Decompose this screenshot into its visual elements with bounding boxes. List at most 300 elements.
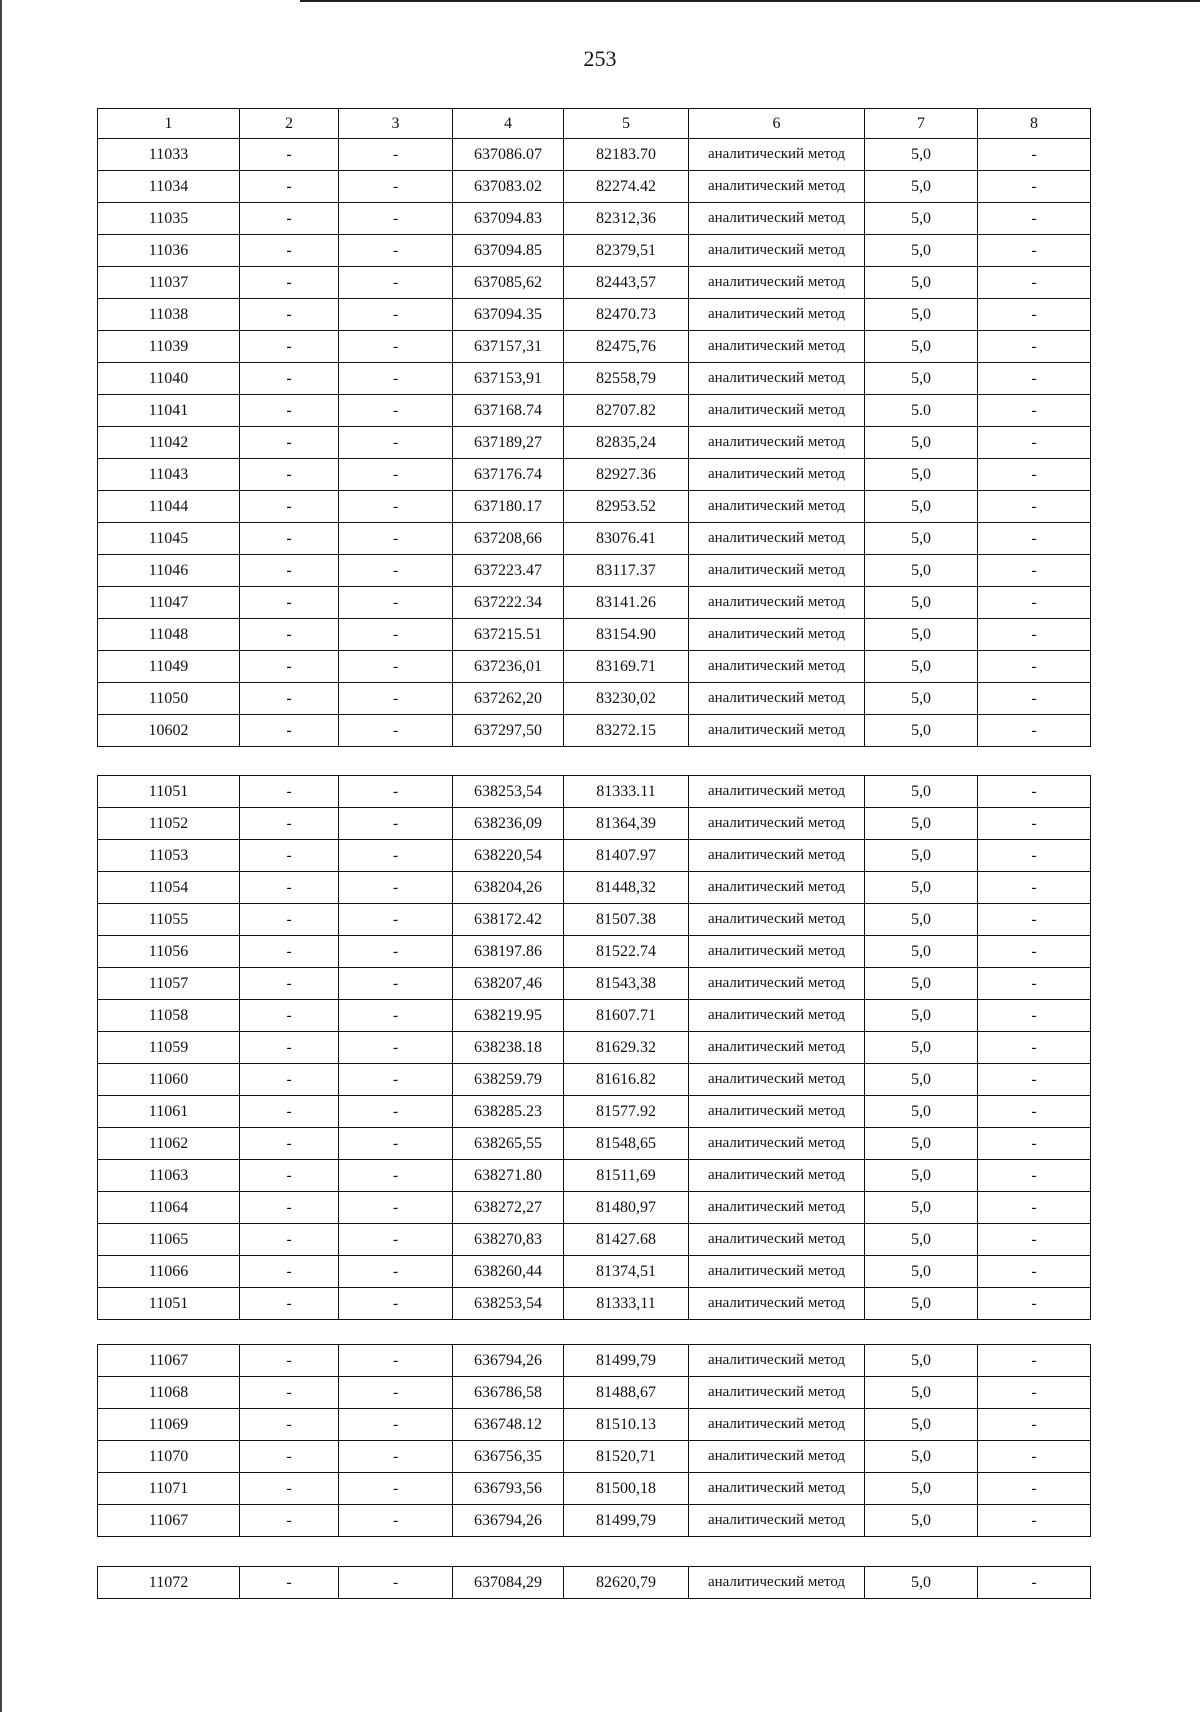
table-cell: - xyxy=(240,523,339,555)
table-cell: - xyxy=(339,523,453,555)
table-row xyxy=(98,1288,1091,1320)
table-cell: аналитический метод xyxy=(689,1441,865,1473)
table-cell: 637094.83 xyxy=(453,203,564,235)
table-cell: аналитический метод xyxy=(689,619,865,651)
table-cell: - xyxy=(978,1288,1091,1320)
table-row xyxy=(98,619,1091,651)
table-cell: 11059 xyxy=(98,1032,240,1064)
table-cell: 82620,79 xyxy=(564,1567,689,1599)
table-cell: - xyxy=(978,1160,1091,1192)
table-cell: 81500,18 xyxy=(564,1473,689,1505)
table-cell: - xyxy=(339,1409,453,1441)
table-cell: 11057 xyxy=(98,968,240,1000)
table-row xyxy=(98,139,1091,171)
table-cell: 5,0 xyxy=(865,1096,978,1128)
table-cell: аналитический метод xyxy=(689,555,865,587)
table-cell: - xyxy=(240,555,339,587)
table-cell: - xyxy=(978,1377,1091,1409)
table-cell: - xyxy=(240,299,339,331)
table-row xyxy=(98,171,1091,203)
table-cell: 5,0 xyxy=(865,840,978,872)
table-row xyxy=(98,776,1091,808)
table-cell: 82379,51 xyxy=(564,235,689,267)
table-cell: 81522.74 xyxy=(564,936,689,968)
table-cell: 5,0 xyxy=(865,491,978,523)
table-cell: - xyxy=(978,715,1091,747)
column-header: 7 xyxy=(865,109,978,139)
table-cell: - xyxy=(339,1377,453,1409)
table-cell: - xyxy=(978,1096,1091,1128)
table-cell: - xyxy=(978,1256,1091,1288)
table-cell: 637086.07 xyxy=(453,139,564,171)
table-cell: 5,0 xyxy=(865,1377,978,1409)
table-cell: 5,0 xyxy=(865,587,978,619)
table-cell: 11051 xyxy=(98,776,240,808)
table-cell: - xyxy=(978,555,1091,587)
table-cell: - xyxy=(240,1288,339,1320)
table-cell: 5,0 xyxy=(865,139,978,171)
top-border-line xyxy=(300,0,1200,2)
table-cell: - xyxy=(978,299,1091,331)
table-cell: 638253,54 xyxy=(453,1288,564,1320)
table-cell: 11064 xyxy=(98,1192,240,1224)
table-cell: - xyxy=(240,1256,339,1288)
table-cell: - xyxy=(978,523,1091,555)
table-cell: 5,0 xyxy=(865,1000,978,1032)
table-cell: 638238.18 xyxy=(453,1032,564,1064)
table-cell: - xyxy=(240,363,339,395)
table-cell: 638207,46 xyxy=(453,968,564,1000)
table-cell: - xyxy=(240,1441,339,1473)
table-cell: 11043 xyxy=(98,459,240,491)
table-cell: - xyxy=(978,363,1091,395)
table-cell: - xyxy=(240,1473,339,1505)
table-cell: 636794,26 xyxy=(453,1345,564,1377)
table-row xyxy=(98,1441,1091,1473)
table-cell: аналитический метод xyxy=(689,683,865,715)
table-cell: 82558,79 xyxy=(564,363,689,395)
table-cell: - xyxy=(240,776,339,808)
table-cell: 637215.51 xyxy=(453,619,564,651)
table-cell: 81480,97 xyxy=(564,1192,689,1224)
table-row xyxy=(98,523,1091,555)
table-cell: 11067 xyxy=(98,1345,240,1377)
table-cell: аналитический метод xyxy=(689,523,865,555)
table-cell: 5,0 xyxy=(865,555,978,587)
table-cell: - xyxy=(339,968,453,1000)
table-cell: 5,0 xyxy=(865,1128,978,1160)
table-cell: 83154.90 xyxy=(564,619,689,651)
table-cell: - xyxy=(240,235,339,267)
table-row xyxy=(98,1160,1091,1192)
page-number: 253 xyxy=(583,46,617,71)
table-header-row xyxy=(98,109,1091,139)
table-cell: - xyxy=(339,491,453,523)
table-cell: 82953.52 xyxy=(564,491,689,523)
table-cell: - xyxy=(240,1377,339,1409)
table-cell: - xyxy=(339,715,453,747)
table-cell: - xyxy=(339,587,453,619)
table-cell: - xyxy=(978,395,1091,427)
table-cell: аналитический метод xyxy=(689,715,865,747)
table-cell: 11045 xyxy=(98,523,240,555)
table-cell: 637176.74 xyxy=(453,459,564,491)
left-border-line xyxy=(0,0,2,1712)
table-cell: - xyxy=(240,459,339,491)
coordinates-table-block-2 xyxy=(97,775,1091,1320)
table-cell: - xyxy=(240,619,339,651)
table-cell: аналитический метод xyxy=(689,1032,865,1064)
table-cell: - xyxy=(240,1000,339,1032)
table-cell: аналитический метод xyxy=(689,1192,865,1224)
table-cell: 638172.42 xyxy=(453,904,564,936)
table-row xyxy=(98,808,1091,840)
table-cell: аналитический метод xyxy=(689,395,865,427)
table-cell: - xyxy=(339,1441,453,1473)
table-cell: 5,0 xyxy=(865,1345,978,1377)
table-cell: 11034 xyxy=(98,171,240,203)
table-cell: 83230,02 xyxy=(564,683,689,715)
table-cell: - xyxy=(339,1160,453,1192)
table-cell: - xyxy=(240,427,339,459)
column-header: 2 xyxy=(240,109,339,139)
table-cell: 11071 xyxy=(98,1473,240,1505)
table-cell: 637094.35 xyxy=(453,299,564,331)
table-cell: 5,0 xyxy=(865,299,978,331)
table-cell: - xyxy=(240,1064,339,1096)
table-cell: - xyxy=(978,1032,1091,1064)
table-cell: 5,0 xyxy=(865,459,978,491)
table-cell: аналитический метод xyxy=(689,936,865,968)
table-cell: - xyxy=(978,331,1091,363)
table-cell: 81499,79 xyxy=(564,1505,689,1537)
table-cell: 5.0 xyxy=(865,395,978,427)
table-row xyxy=(98,1473,1091,1505)
table-row xyxy=(98,331,1091,363)
table-cell: - xyxy=(339,1288,453,1320)
table-cell: 5,0 xyxy=(865,619,978,651)
table-cell: - xyxy=(240,1409,339,1441)
table-cell: аналитический метод xyxy=(689,299,865,331)
table-cell: 638197.86 xyxy=(453,936,564,968)
table-row xyxy=(98,1192,1091,1224)
table-cell: 11066 xyxy=(98,1256,240,1288)
table-cell: аналитический метод xyxy=(689,491,865,523)
table-cell: - xyxy=(240,840,339,872)
table-cell: - xyxy=(978,1345,1091,1377)
table-cell: 638259.79 xyxy=(453,1064,564,1096)
table-cell: аналитический метод xyxy=(689,1000,865,1032)
table-cell: 11052 xyxy=(98,808,240,840)
table-cell: - xyxy=(339,1567,453,1599)
table-cell: 5,0 xyxy=(865,331,978,363)
table-cell: - xyxy=(240,1567,339,1599)
table-cell: - xyxy=(339,1256,453,1288)
table-cell: - xyxy=(978,808,1091,840)
table-cell: 11036 xyxy=(98,235,240,267)
table-cell: аналитический метод xyxy=(689,171,865,203)
table-row xyxy=(98,299,1091,331)
table-cell: 11035 xyxy=(98,203,240,235)
table-cell: 83076.41 xyxy=(564,523,689,555)
table-cell: - xyxy=(339,1032,453,1064)
table-cell: - xyxy=(240,872,339,904)
table-cell: 637084,29 xyxy=(453,1567,564,1599)
table-row xyxy=(98,1567,1091,1599)
table-cell: - xyxy=(339,808,453,840)
table-cell: аналитический метод xyxy=(689,1473,865,1505)
table-cell: 5,0 xyxy=(865,1288,978,1320)
table-cell: 81616.82 xyxy=(564,1064,689,1096)
table-cell: 637222.34 xyxy=(453,587,564,619)
table-cell: 11041 xyxy=(98,395,240,427)
table-cell: - xyxy=(240,267,339,299)
table-cell: 81507.38 xyxy=(564,904,689,936)
table-cell: - xyxy=(339,427,453,459)
table-cell: - xyxy=(240,715,339,747)
table-cell: 637157,31 xyxy=(453,331,564,363)
table-cell: 11072 xyxy=(98,1567,240,1599)
table-row xyxy=(98,1505,1091,1537)
table-cell: - xyxy=(240,1224,339,1256)
table-cell: 11056 xyxy=(98,936,240,968)
table-cell: 11046 xyxy=(98,555,240,587)
table-row xyxy=(98,427,1091,459)
table-cell: аналитический метод xyxy=(689,203,865,235)
table-cell: - xyxy=(339,1345,453,1377)
table-cell: 81333.11 xyxy=(564,776,689,808)
table-cell: 82835,24 xyxy=(564,427,689,459)
table-cell: 638285.23 xyxy=(453,1096,564,1128)
table-cell: 81374,51 xyxy=(564,1256,689,1288)
table-cell: - xyxy=(339,619,453,651)
table-cell: 82183.70 xyxy=(564,139,689,171)
table-cell: - xyxy=(339,872,453,904)
table-cell: 5,0 xyxy=(865,904,978,936)
table-cell: 5,0 xyxy=(865,1160,978,1192)
coordinates-table-block-3 xyxy=(97,1344,1091,1537)
table-cell: 11044 xyxy=(98,491,240,523)
table-cell: - xyxy=(339,139,453,171)
table-row xyxy=(98,459,1091,491)
table-cell: 637085,62 xyxy=(453,267,564,299)
table-cell: 5,0 xyxy=(865,1473,978,1505)
table-cell: - xyxy=(978,619,1091,651)
table-cell: - xyxy=(240,1505,339,1537)
table-cell: - xyxy=(339,1000,453,1032)
table-cell: - xyxy=(978,968,1091,1000)
table-cell: аналитический метод xyxy=(689,267,865,299)
table-cell: 11051 xyxy=(98,1288,240,1320)
table-cell: аналитический метод xyxy=(689,1505,865,1537)
table-cell: 82443,57 xyxy=(564,267,689,299)
table-cell: 638265,55 xyxy=(453,1128,564,1160)
table-cell: 81448,32 xyxy=(564,872,689,904)
table-cell: - xyxy=(339,235,453,267)
table-cell: - xyxy=(240,1032,339,1064)
table-cell: - xyxy=(240,683,339,715)
table-cell: 5,0 xyxy=(865,1224,978,1256)
table-cell: 11063 xyxy=(98,1160,240,1192)
table-cell: аналитический метод xyxy=(689,235,865,267)
table-cell: 81543,38 xyxy=(564,968,689,1000)
table-cell: 11069 xyxy=(98,1409,240,1441)
table-cell: - xyxy=(339,331,453,363)
table-cell: 81333,11 xyxy=(564,1288,689,1320)
table-cell: 5,0 xyxy=(865,1409,978,1441)
table-cell: 636794,26 xyxy=(453,1505,564,1537)
table-cell: аналитический метод xyxy=(689,651,865,683)
table-cell: 5,0 xyxy=(865,427,978,459)
table-cell: 11054 xyxy=(98,872,240,904)
table-cell: 11062 xyxy=(98,1128,240,1160)
table-cell: 5,0 xyxy=(865,936,978,968)
table-cell: аналитический метод xyxy=(689,1288,865,1320)
coordinates-table-block-1 xyxy=(97,108,1091,747)
table-cell: - xyxy=(339,1224,453,1256)
table-cell: 5,0 xyxy=(865,1064,978,1096)
table-cell: аналитический метод xyxy=(689,1096,865,1128)
table-cell: аналитический метод xyxy=(689,363,865,395)
table-cell: 11049 xyxy=(98,651,240,683)
table-cell: - xyxy=(978,171,1091,203)
table-cell: - xyxy=(240,1096,339,1128)
table-row xyxy=(98,904,1091,936)
table-cell: - xyxy=(339,776,453,808)
table-cell: - xyxy=(240,936,339,968)
table-cell: 638260,44 xyxy=(453,1256,564,1288)
column-header: 3 xyxy=(339,109,453,139)
table-cell: 11039 xyxy=(98,331,240,363)
table-cell: 638219.95 xyxy=(453,1000,564,1032)
table-row xyxy=(98,1409,1091,1441)
table-row xyxy=(98,936,1091,968)
table-cell: 637208,66 xyxy=(453,523,564,555)
table-cell: - xyxy=(339,203,453,235)
table-cell: - xyxy=(339,171,453,203)
table-cell: 638253,54 xyxy=(453,776,564,808)
table-cell: аналитический метод xyxy=(689,1064,865,1096)
column-header: 6 xyxy=(689,109,865,139)
table-cell: 82470.73 xyxy=(564,299,689,331)
table-cell: аналитический метод xyxy=(689,1256,865,1288)
table-cell: 11068 xyxy=(98,1377,240,1409)
table-cell: 81629.32 xyxy=(564,1032,689,1064)
table-cell: 83272.15 xyxy=(564,715,689,747)
table-cell: 637168.74 xyxy=(453,395,564,427)
table-row xyxy=(98,1345,1091,1377)
table-cell: - xyxy=(978,235,1091,267)
table-cell: - xyxy=(978,936,1091,968)
table-row xyxy=(98,363,1091,395)
table-cell: - xyxy=(978,1505,1091,1537)
table-row xyxy=(98,1096,1091,1128)
table-row xyxy=(98,1064,1091,1096)
table-cell: 81488,67 xyxy=(564,1377,689,1409)
table-row xyxy=(98,491,1091,523)
table-cell: - xyxy=(240,139,339,171)
table-cell: 637297,50 xyxy=(453,715,564,747)
table-cell: аналитический метод xyxy=(689,1345,865,1377)
table-cell: - xyxy=(978,1192,1091,1224)
table-cell: 5,0 xyxy=(865,203,978,235)
table-cell: аналитический метод xyxy=(689,872,865,904)
table-cell: - xyxy=(978,1441,1091,1473)
table-cell: - xyxy=(978,1000,1091,1032)
table-cell: - xyxy=(240,1160,339,1192)
table-cell: аналитический метод xyxy=(689,1128,865,1160)
table-cell: 83117.37 xyxy=(564,555,689,587)
table-cell: 11061 xyxy=(98,1096,240,1128)
table-row xyxy=(98,872,1091,904)
table-row xyxy=(98,1032,1091,1064)
table-cell: 638271.80 xyxy=(453,1160,564,1192)
table-cell: 5,0 xyxy=(865,1505,978,1537)
table-cell: - xyxy=(978,139,1091,171)
table-cell: - xyxy=(978,1473,1091,1505)
table-cell: - xyxy=(339,459,453,491)
table-cell: - xyxy=(339,1505,453,1537)
table-cell: аналитический метод xyxy=(689,1567,865,1599)
table-cell: 5,0 xyxy=(865,715,978,747)
table-cell: 11037 xyxy=(98,267,240,299)
table-row xyxy=(98,840,1091,872)
table-row xyxy=(98,235,1091,267)
table-cell: 11042 xyxy=(98,427,240,459)
table-row xyxy=(98,1000,1091,1032)
table-cell: 81511,69 xyxy=(564,1160,689,1192)
table-cell: - xyxy=(978,1224,1091,1256)
table-cell: 638272,27 xyxy=(453,1192,564,1224)
table-cell: 5,0 xyxy=(865,808,978,840)
table-cell: 5,0 xyxy=(865,872,978,904)
table-cell: - xyxy=(978,904,1091,936)
table-cell: - xyxy=(240,1345,339,1377)
table-cell: 637153,91 xyxy=(453,363,564,395)
table-cell: - xyxy=(339,363,453,395)
table-row xyxy=(98,267,1091,299)
table-cell: 5,0 xyxy=(865,1032,978,1064)
column-header: 8 xyxy=(978,109,1091,139)
table-row xyxy=(98,968,1091,1000)
table-cell: - xyxy=(339,936,453,968)
table-cell: 82475,76 xyxy=(564,331,689,363)
table-cell: - xyxy=(240,491,339,523)
table-cell: 5,0 xyxy=(865,1256,978,1288)
table-row xyxy=(98,1256,1091,1288)
table-cell: 11053 xyxy=(98,840,240,872)
table-row xyxy=(98,683,1091,715)
table-cell: аналитический метод xyxy=(689,776,865,808)
table-cell: 11067 xyxy=(98,1505,240,1537)
table-cell: - xyxy=(978,459,1091,491)
table-cell: 636748.12 xyxy=(453,1409,564,1441)
table-cell: 638270,83 xyxy=(453,1224,564,1256)
table-cell: 82927.36 xyxy=(564,459,689,491)
table-cell: 81607.71 xyxy=(564,1000,689,1032)
table-cell: аналитический метод xyxy=(689,587,865,619)
table-cell: 11065 xyxy=(98,1224,240,1256)
table-cell: 11048 xyxy=(98,619,240,651)
table-cell: - xyxy=(339,1473,453,1505)
table-cell: 82274.42 xyxy=(564,171,689,203)
column-header: 5 xyxy=(564,109,689,139)
table-cell: - xyxy=(240,651,339,683)
table-cell: 637262,20 xyxy=(453,683,564,715)
table-cell: - xyxy=(339,651,453,683)
table-cell: 81427.68 xyxy=(564,1224,689,1256)
table-cell: 5,0 xyxy=(865,523,978,555)
